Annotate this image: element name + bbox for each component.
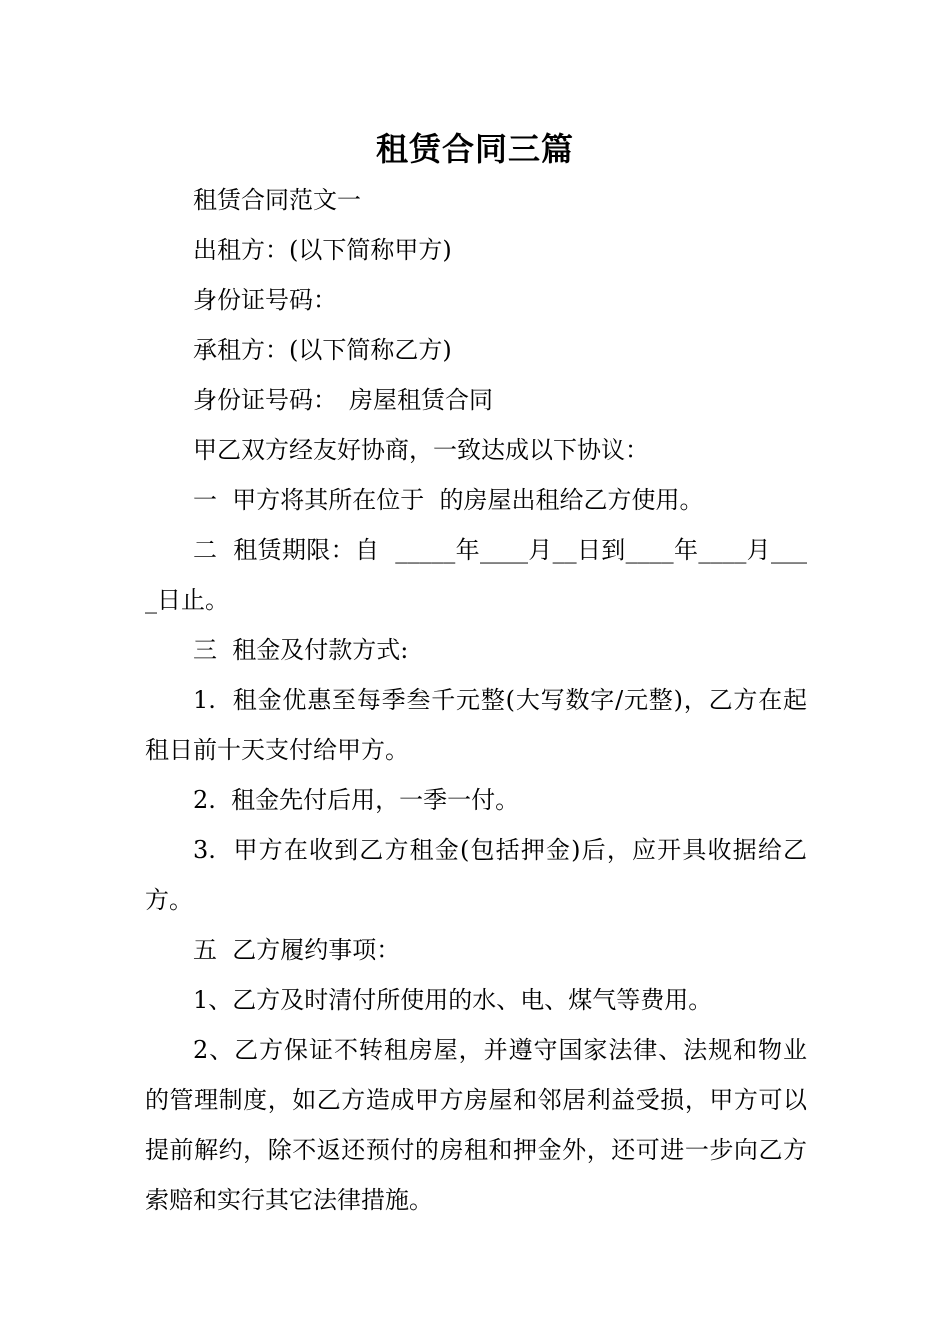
paragraph-2: 出租方：(以下简称甲方): [193, 236, 452, 264]
paragraph-12: 3. 甲方在收到乙方租金(包括押金)后，应开具收据给乙方。: [145, 836, 807, 914]
paragraph-13: 五 乙方履约事项：: [193, 936, 401, 964]
paragraph-15: 2、乙方保证不转租房屋，并遵守国家法律、法规和物业的管理制度，如乙方造成甲方房屋和邻居利益受损，甲方可以提前解约，除不返还预付的房租和押金外，还可进一步向乙方索赔和实行其它法律措施。: [145, 1036, 807, 1214]
paragraph-11: 2. 租金先付后用，一季一付。: [193, 786, 520, 814]
paragraph-7: 一 甲方将其所在位于 的房屋出租给乙方使用。: [193, 486, 704, 514]
paragraph-6: 甲乙双方经友好协商，一致达成以下协议：: [193, 436, 649, 464]
paragraph-3: 身份证号码：: [193, 286, 337, 314]
paragraph-14: 1、乙方及时清付所使用的水、电、煤气等费用。: [193, 986, 713, 1014]
paragraph-5: 身份证号码： 房屋租赁合同: [193, 386, 493, 414]
paragraph-4: 承租方：(以下简称乙方): [193, 336, 452, 364]
document-body: [145, 175, 807, 1225]
paragraph-8: 二 租赁期限：自 _____年____月__日到____年____月____日止。: [145, 536, 807, 614]
paragraph-9: 三 租金及付款方式:: [193, 636, 409, 664]
paragraph-10: 1. 租金优惠至每季叁千元整(大写数字/元整)，乙方在起租日前十天支付给甲方。: [145, 686, 807, 764]
paragraph-1: 租赁合同范文一: [193, 186, 361, 214]
document-title: 租赁合同三篇: [375, 130, 574, 168]
